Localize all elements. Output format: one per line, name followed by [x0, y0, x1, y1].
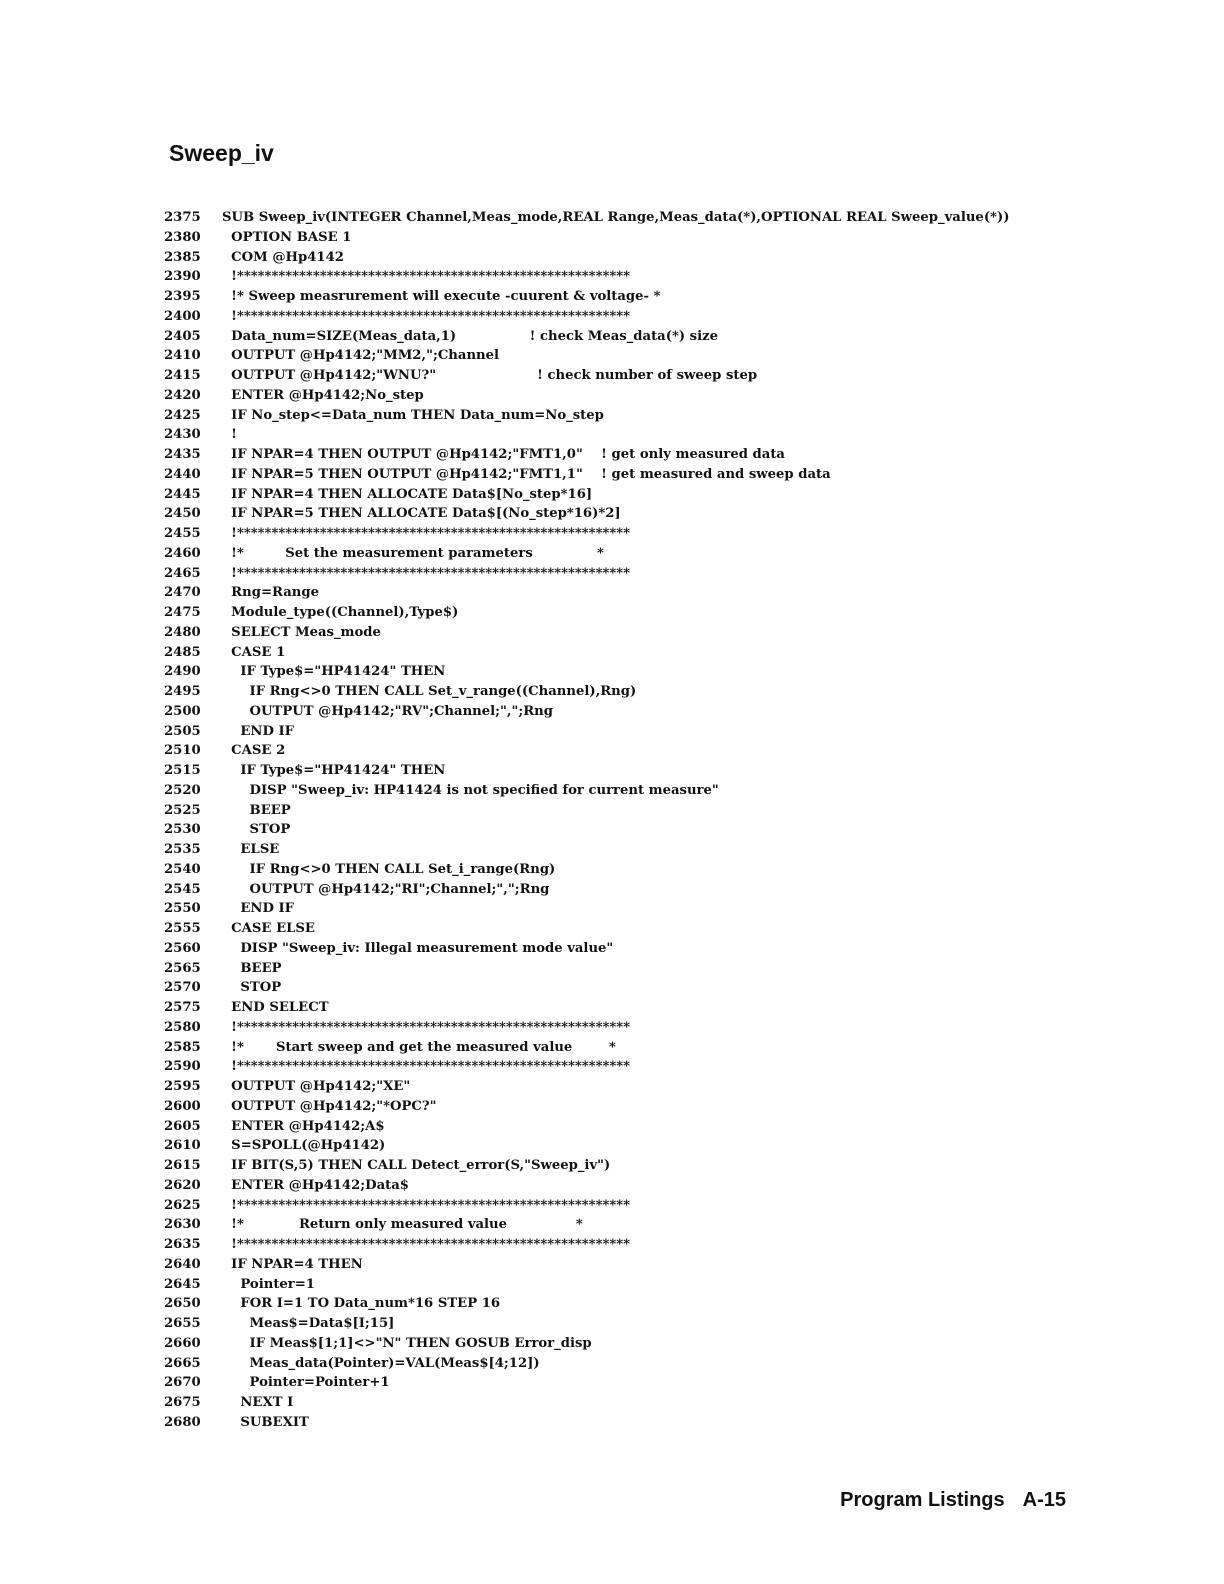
code-line: [164, 1373, 1009, 1393]
line-number: 2500: [164, 703, 201, 719]
line-number: 2495: [164, 684, 201, 699]
line-number: 2435: [164, 447, 201, 462]
code-line: [164, 1393, 1009, 1413]
section-title: Sweep_iv: [169, 140, 274, 166]
line-number: 2595: [164, 1079, 201, 1094]
line-code: OUTPUT @Hp4142;"WNU?" ! check number of sweep step: [222, 368, 758, 383]
line-code: COM @Hp4142: [222, 249, 344, 265]
line-code: OUTPUT @Hp4142;"RV";Channel;",";Rng: [222, 703, 553, 719]
line-number: 2415: [164, 368, 201, 383]
line-code: IF NPAR=4 THEN: [222, 1256, 363, 1272]
code-line: [164, 1038, 1009, 1058]
line-code: OPTION BASE 1: [222, 229, 352, 245]
line-number: 2565: [164, 960, 201, 976]
code-line: [164, 1215, 1009, 1235]
code-line: [164, 623, 1009, 643]
line-number: 2585: [164, 1039, 201, 1055]
code-line: [164, 386, 1009, 406]
line-code: END IF: [222, 901, 295, 917]
line-number: 2520: [164, 782, 201, 798]
line-code: IF Rng<>0 THEN CALL Set_v_range((Channel),Rng): [222, 684, 637, 699]
code-line: [164, 1413, 1009, 1433]
line-code: OUTPUT @Hp4142;"*OPC?": [222, 1098, 437, 1114]
line-number: 2670: [164, 1375, 201, 1391]
code-line: [164, 643, 1009, 663]
line-number: 2400: [164, 308, 201, 324]
line-number: 2490: [164, 664, 201, 680]
line-code: IF BIT(S,5) THEN CALL Detect_error(S,"Sweep_iv"): [222, 1158, 611, 1173]
code-line: [164, 860, 1009, 880]
code-line: [164, 998, 1009, 1018]
code-line: [164, 327, 1009, 347]
line-number: 2470: [164, 585, 201, 601]
line-number: 2630: [164, 1217, 201, 1233]
line-code: !*********************************************************: [222, 1197, 631, 1213]
code-line: [164, 287, 1009, 307]
line-number: 2575: [164, 1000, 201, 1015]
code-line: [164, 1354, 1009, 1374]
line-number: 2385: [164, 249, 201, 265]
line-number: 2640: [164, 1256, 201, 1272]
line-number: 2395: [164, 289, 201, 304]
code-line: [164, 781, 1009, 801]
line-code: !* Start sweep and get the measured value *: [222, 1039, 616, 1055]
code-line: [164, 346, 1009, 366]
line-number: 2510: [164, 743, 201, 759]
code-line: [164, 465, 1009, 485]
line-code: Data_num=SIZE(Meas_data,1) ! check Meas_data(*) size: [222, 328, 718, 344]
line-code: Meas$=Data$[I;15]: [222, 1316, 395, 1331]
line-code: IF NPAR=5 THEN OUTPUT @Hp4142;"FMT1,1" ! get measured and sweep data: [222, 466, 831, 482]
line-number: 2460: [164, 545, 201, 561]
code-line: [164, 1176, 1009, 1196]
line-number: 2410: [164, 348, 201, 364]
code-line: [164, 267, 1009, 287]
code-line: [164, 959, 1009, 979]
line-number: 2445: [164, 486, 201, 502]
code-line: [164, 919, 1009, 939]
code-line: [164, 899, 1009, 919]
line-code: Pointer=1: [222, 1276, 315, 1292]
code-line: [164, 583, 1009, 603]
code-line: [164, 761, 1009, 781]
line-number: 2535: [164, 842, 201, 857]
line-number: 2475: [164, 605, 201, 620]
line-code: STOP: [222, 980, 282, 996]
line-number: 2430: [164, 427, 201, 443]
line-number: 2555: [164, 921, 201, 936]
line-number: 2455: [164, 526, 201, 541]
line-number: 2655: [164, 1316, 201, 1331]
code-line: [164, 425, 1009, 445]
line-number: 2580: [164, 1019, 201, 1035]
code-line: [164, 504, 1009, 524]
code-line: [164, 564, 1009, 584]
line-number: 2390: [164, 269, 201, 285]
footer-label: Program Listings: [840, 1489, 1005, 1511]
line-code: END SELECT: [222, 1000, 329, 1015]
line-code: OUTPUT @Hp4142;"MM2,";Channel: [222, 348, 500, 364]
line-code: ENTER @Hp4142;No_step: [222, 387, 424, 403]
code-line: [164, 366, 1009, 386]
line-code: ELSE: [222, 842, 280, 857]
code-line: [164, 939, 1009, 959]
code-line: [164, 1235, 1009, 1255]
code-line: [164, 1314, 1009, 1334]
line-number: 2600: [164, 1098, 201, 1114]
line-code: OUTPUT @Hp4142;"XE": [222, 1079, 411, 1094]
line-code: !*********************************************************: [222, 565, 631, 581]
code-line: [164, 1334, 1009, 1354]
line-number: 2480: [164, 624, 201, 640]
line-code: IF No_step<=Data_num THEN Data_num=No_step: [222, 407, 604, 423]
line-code: DISP "Sweep_iv: HP41424 is not specified for current measure": [222, 782, 719, 798]
line-code: !* Return only measured value *: [222, 1217, 583, 1233]
line-number: 2615: [164, 1158, 201, 1173]
line-code: Pointer=Pointer+1: [222, 1375, 390, 1391]
code-line: [164, 702, 1009, 722]
line-number: 2380: [164, 229, 201, 245]
line-number: 2650: [164, 1296, 201, 1312]
line-number: 2570: [164, 980, 201, 996]
line-number: 2660: [164, 1335, 201, 1351]
code-line: [164, 840, 1009, 860]
code-line: [164, 741, 1009, 761]
line-number: 2525: [164, 802, 201, 818]
line-code: BEEP: [222, 802, 291, 818]
code-line: [164, 1255, 1009, 1275]
line-code: !*********************************************************: [222, 1059, 631, 1075]
line-code: IF NPAR=4 THEN ALLOCATE Data$[No_step*16]: [222, 486, 593, 502]
line-code: Module_type((Channel),Type$): [222, 605, 459, 620]
code-line: [164, 662, 1009, 682]
line-code: IF Meas$[1;1]<>"N" THEN GOSUB Error_disp: [222, 1335, 592, 1351]
code-line: [164, 682, 1009, 702]
line-code: !* Sweep measrurement will execute -cuurent & voltage- *: [222, 289, 661, 304]
line-code: STOP: [222, 822, 291, 838]
line-code: !*********************************************************: [222, 308, 631, 324]
line-code: FOR I=1 TO Data_num*16 STEP 16: [222, 1296, 501, 1312]
line-number: 2560: [164, 940, 201, 956]
code-line: [164, 978, 1009, 998]
code-line: [164, 1275, 1009, 1295]
line-number: 2590: [164, 1059, 201, 1075]
code-line: [164, 1156, 1009, 1176]
line-number: 2505: [164, 723, 201, 739]
code-line: [164, 1077, 1009, 1097]
code-line: [164, 445, 1009, 465]
line-code: ENTER @Hp4142;A$: [222, 1118, 385, 1134]
line-number: 2425: [164, 407, 201, 423]
line-code: DISP "Sweep_iv: Illegal measurement mode value": [222, 940, 614, 956]
code-line: [164, 722, 1009, 742]
line-number: 2420: [164, 387, 201, 403]
code-line: [164, 248, 1009, 268]
line-code: !*********************************************************: [222, 269, 631, 285]
line-code: !*********************************************************: [222, 1019, 631, 1035]
code-line: [164, 485, 1009, 505]
line-code: END IF: [222, 723, 295, 739]
line-number: 2440: [164, 466, 201, 482]
line-number: 2620: [164, 1177, 201, 1193]
code-line: [164, 1196, 1009, 1216]
code-line: [164, 544, 1009, 564]
code-line: [164, 880, 1009, 900]
code-line: [164, 801, 1009, 821]
line-code: IF Type$="HP41424" THEN: [222, 664, 446, 680]
line-code: !* Set the measurement parameters *: [222, 545, 604, 561]
line-number: 2625: [164, 1197, 201, 1213]
line-code: SELECT Meas_mode: [222, 624, 381, 640]
code-line: [164, 1057, 1009, 1077]
line-code: !: [222, 427, 237, 443]
line-number: 2680: [164, 1414, 201, 1430]
code-line: [164, 406, 1009, 426]
code-line: [164, 1294, 1009, 1314]
line-code: NEXT I: [222, 1395, 294, 1410]
line-code: IF NPAR=5 THEN ALLOCATE Data$[(No_step*16)*2]: [222, 506, 621, 522]
code-line: [164, 1097, 1009, 1117]
line-code: !*********************************************************: [222, 1237, 631, 1252]
line-code: CASE ELSE: [222, 921, 315, 936]
code-line: [164, 228, 1009, 248]
line-code: BEEP: [222, 960, 282, 976]
line-number: 2485: [164, 644, 201, 660]
program-listing: [164, 208, 1009, 1433]
line-number: 2465: [164, 565, 201, 581]
code-line: [164, 1117, 1009, 1137]
line-number: 2610: [164, 1138, 201, 1154]
line-code: SUBEXIT: [222, 1414, 309, 1430]
line-number: 2550: [164, 901, 201, 917]
code-line: [164, 307, 1009, 327]
line-code: IF Type$="HP41424" THEN: [222, 763, 446, 778]
page-footer: [829, 1466, 1066, 1512]
line-code: SUB Sweep_iv(INTEGER Channel,Meas_mode,REAL Range,Meas_data(*),OPTIONAL REAL Sweep_value(*)): [222, 210, 1010, 225]
line-code: !*********************************************************: [222, 526, 631, 541]
code-line: [164, 524, 1009, 544]
page-number: A-15: [1022, 1489, 1066, 1511]
line-number: 2515: [164, 763, 201, 778]
line-number: 2540: [164, 861, 201, 877]
line-number: 2675: [164, 1395, 201, 1410]
line-number: 2605: [164, 1118, 201, 1134]
line-code: Meas_data(Pointer)=VAL(Meas$[4;12]): [222, 1355, 540, 1371]
code-line: [164, 1018, 1009, 1038]
line-number: 2645: [164, 1276, 201, 1292]
line-code: IF NPAR=4 THEN OUTPUT @Hp4142;"FMT1,0" ! get only measured data: [222, 447, 785, 462]
line-code: Rng=Range: [222, 585, 320, 601]
line-number: 2375: [164, 210, 201, 225]
line-code: ENTER @Hp4142;Data$: [222, 1177, 409, 1193]
line-number: 2450: [164, 506, 201, 522]
line-code: OUTPUT @Hp4142;"RI";Channel;",";Rng: [222, 881, 550, 897]
line-code: IF Rng<>0 THEN CALL Set_i_range(Rng): [222, 861, 556, 877]
code-line: [164, 208, 1009, 228]
line-number: 2635: [164, 1237, 201, 1252]
line-number: 2405: [164, 328, 201, 344]
code-line: [164, 1136, 1009, 1156]
line-code: CASE 2: [222, 743, 286, 759]
line-number: 2545: [164, 881, 201, 897]
line-code: S=SPOLL(@Hp4142): [222, 1138, 386, 1154]
line-number: 2530: [164, 822, 201, 838]
code-line: [164, 603, 1009, 623]
code-line: [164, 820, 1009, 840]
line-code: CASE 1: [222, 644, 286, 660]
line-number: 2665: [164, 1355, 201, 1371]
